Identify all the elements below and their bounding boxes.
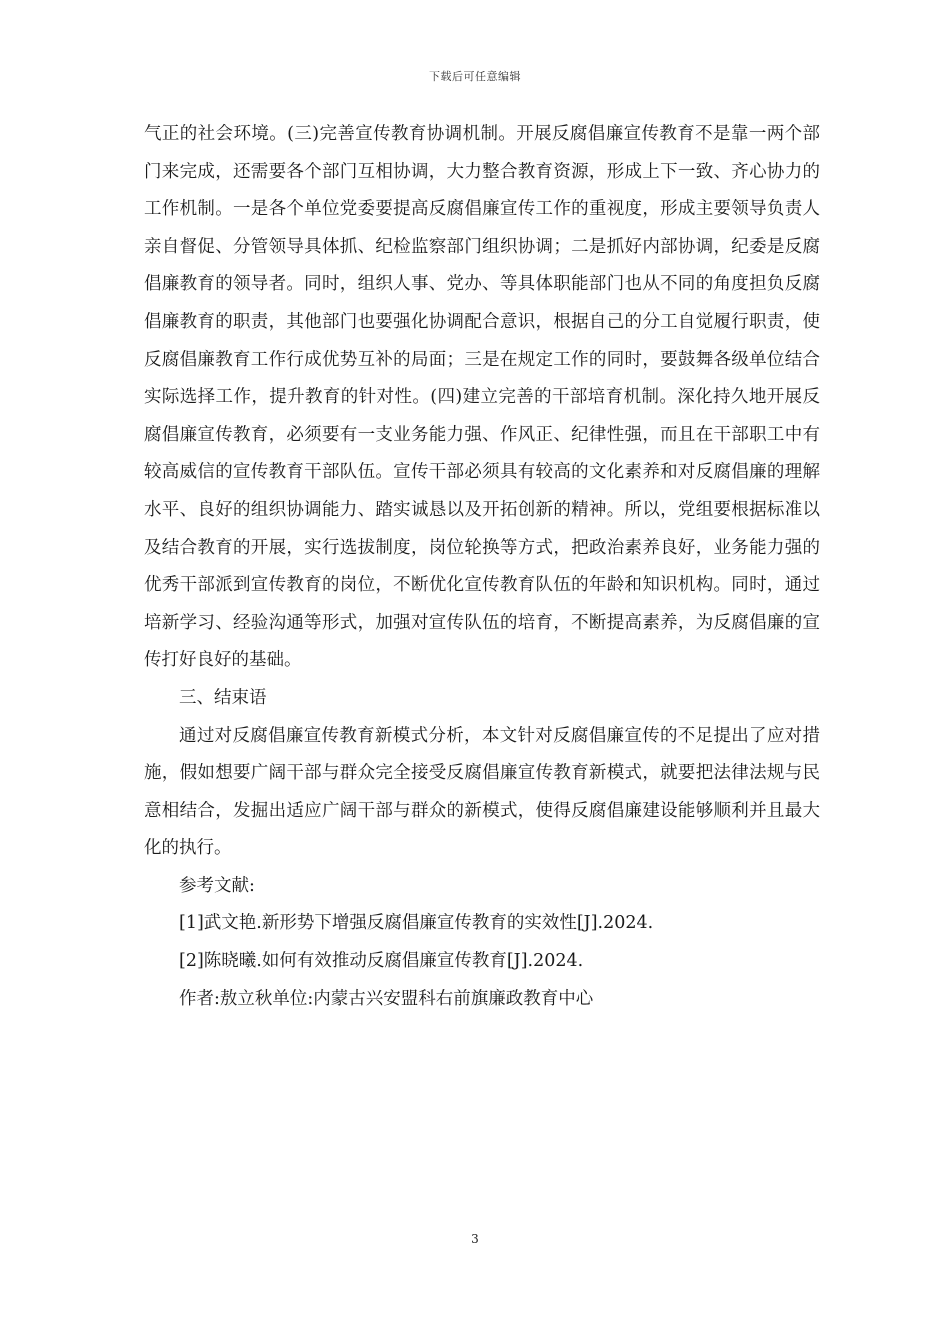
page-header: 下载后可任意编辑 (429, 70, 521, 83)
section-heading-conclusion: 三、结束语 (179, 687, 267, 708)
reference-item-2: [2]陈晓曦.如何有效推动反腐倡廉宣传教育[J].2024. (179, 951, 584, 972)
document-body (144, 116, 820, 1018)
author-line: 作者:敖立秋单位:内蒙古兴安盟科右前旗廉政教育中心 (179, 988, 594, 1009)
body-paragraph-1: 气正的社会环境。(三)完善宣传教育协调机制。开展反腐倡廉宣传教育不是靠一两个部门来完成，还需要各个部门互相协调，大力整合教育资源，形成上下一致、齐心协力的工作机制。一是各个单位党委要提高反腐倡廉宣传工作的重视度，形成主要领导负责人亲自督促、分管领导具体抓、纪检监察部门组织协调；二是抓好内部协调，纪委是反腐倡廉教育的领导者。同时，组织人事、党办、等具体职能部门也从不同的角度担负反腐倡廉教育的职责，其他部门也要强化协调配合意识，根据自己的分工自觉履行职责，使反腐倡廉教育工作行成优势互补的局面；三是在规定工作的同时，要鼓舞各级单位结合实际选择工作，提升教育的针对性。(四)建立完善的干部培育机制。深化持久地开展反腐倡廉宣传教育，必须要有一支业务能力强、作风正、纪律性强，而且在干部职工中有较高威信的宣传教育干部队伍。宣传干部必须具有较高的文化素养和对反腐倡廉的理解水平、良好的组织协调能力、踏实诚恳以及开拓创新的精神。所以，党组要根据标准以及结合教育的开展，实行选拔制度，岗位轮换等方式，把政治素养良好，业务能力强的优秀干部派到宣传教育的岗位，不断优化宣传教育队伍的年龄和知识机构。同时，通过培新学习、经验沟通等形式，加强对宣传队伍的培育，不断提高素养，为反腐倡廉的宣传打好良好的基础。 (144, 124, 820, 671)
body-paragraph-2: 通过对反腐倡廉宣传教育新模式分析，本文针对反腐倡廉宣传的不足提出了应对措施，假如想要广阔干部与群众完全接受反腐倡廉宣传教育新模式，就要把法律法规与民意相结合，发掘出适应广阔干部与群众的新模式，使得反腐倡廉建设能够顺利并且最大化的执行。 (144, 725, 820, 859)
references-heading: 参考文献: (179, 875, 255, 896)
reference-item-1: [1]武文艳.新形势下增强反腐倡廉宣传教育的实效性[J].2024. (179, 913, 654, 934)
page-number: 3 (471, 1232, 479, 1246)
